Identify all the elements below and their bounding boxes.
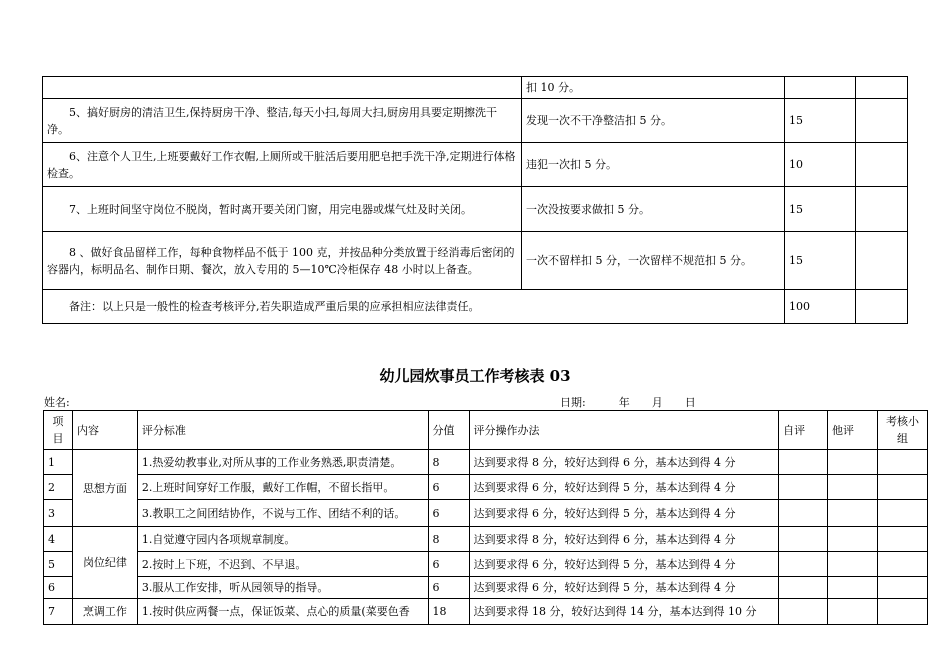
method-cell: 一次没按要求做扣 5 分。 [522, 187, 785, 232]
header-row [44, 411, 928, 450]
score-cell: 15 [785, 232, 856, 290]
self-cell[interactable] [779, 500, 828, 527]
date-label: 日期: 年 月 日 [560, 396, 696, 409]
score-cell: 6 [428, 475, 469, 500]
table-row [43, 187, 908, 232]
other-cell[interactable] [828, 552, 878, 577]
method-cell: 扣 10 分。 [522, 77, 785, 99]
item-no: 1 [44, 450, 73, 475]
table-row [43, 232, 908, 290]
score-cell: 10 [785, 143, 856, 187]
other-cell[interactable] [828, 577, 878, 599]
score-cell: 8 [428, 527, 469, 552]
score-cell: 6 [428, 577, 469, 599]
score-cell: 6 [428, 500, 469, 527]
content-cell: 6、注意个人卫生,上班要戴好工作衣帽,上厕所或干脏活后要用肥皂把手洗干净,定期进行体格检查。 [43, 143, 522, 187]
self-cell[interactable] [779, 527, 828, 552]
score-cell: 8 [428, 450, 469, 475]
standard-cell: 3.服从工作安排，听从园领导的指导。 [137, 577, 428, 599]
item-no: 6 [44, 577, 73, 599]
method-cell: 达到要求得 6 分，较好达到得 5 分，基本达到得 4 分 [469, 475, 779, 500]
content-cell: 7、上班时间坚守岗位不脱岗，暂时离开要关闭门窗，用完电器或煤气灶及时关闭。 [43, 187, 522, 232]
group-cell[interactable] [878, 599, 928, 625]
note-score-cell: 100 [785, 290, 856, 324]
group-cell[interactable] [878, 527, 928, 552]
score-cell [785, 77, 856, 99]
table-row [43, 143, 908, 187]
content-cell [43, 77, 522, 99]
method-cell: 达到要求得 6 分，较好达到得 5 分，基本达到得 4 分 [469, 500, 779, 527]
method-cell: 达到要求得 18 分，较好达到得 14 分，基本达到得 10 分 [469, 599, 779, 625]
name-label: 姓名: [44, 396, 70, 409]
item-no: 7 [44, 599, 73, 625]
header-score: 分值 [428, 411, 469, 450]
method-cell: 达到要求得 6 分，较好达到得 5 分，基本达到得 4 分 [469, 577, 779, 599]
header-content: 内容 [72, 411, 137, 450]
table-row [44, 450, 928, 475]
item-no: 3 [44, 500, 73, 527]
blank-cell [856, 77, 908, 99]
assessment-table-03 [43, 410, 928, 625]
note-row [43, 290, 908, 324]
header-standard: 评分标准 [137, 411, 428, 450]
header-self: 自评 [779, 411, 828, 450]
other-cell[interactable] [828, 500, 878, 527]
other-cell[interactable] [828, 527, 878, 552]
method-cell: 一次不留样扣 5 分，一次留样不规范扣 5 分。 [522, 232, 785, 290]
table-row [43, 77, 908, 99]
standard-cell: 1.热爱幼教事业,对所从事的工作业务熟悉,职责清楚。 [137, 450, 428, 475]
blank-cell [856, 290, 908, 324]
note-cell: 备注：以上只是一般性的检查考核评分,若失职造成严重后果的应承担相应法律责任。 [43, 290, 785, 324]
standard-cell: 3.教职工之间团结协作，不说与工作、团结不利的话。 [137, 500, 428, 527]
blank-cell [856, 232, 908, 290]
self-cell[interactable] [779, 599, 828, 625]
group-cooking: 烹调工作 [72, 599, 137, 625]
self-cell[interactable] [779, 475, 828, 500]
score-cell: 18 [428, 599, 469, 625]
blank-cell [856, 187, 908, 232]
table-row [44, 527, 928, 552]
item-no: 5 [44, 552, 73, 577]
group-thought: 思想方面 [72, 450, 137, 527]
table-row [43, 99, 908, 143]
method-cell: 违犯一次扣 5 分。 [522, 143, 785, 187]
method-cell: 发现一次不干净整洁扣 5 分。 [522, 99, 785, 143]
header-group: 考核小组 [878, 411, 928, 450]
self-cell[interactable] [779, 450, 828, 475]
other-cell[interactable] [828, 450, 878, 475]
method-cell: 达到要求得 8 分，较好达到得 6 分，基本达到得 4 分 [469, 527, 779, 552]
item-no: 4 [44, 527, 73, 552]
method-cell: 达到要求得 6 分，较好达到得 5 分，基本达到得 4 分 [469, 552, 779, 577]
group-discipline: 岗位纪律 [72, 527, 137, 599]
group-cell[interactable] [878, 577, 928, 599]
group-cell[interactable] [878, 475, 928, 500]
group-cell[interactable] [878, 450, 928, 475]
header-item: 项目 [44, 411, 73, 450]
group-cell[interactable] [878, 500, 928, 527]
blank-cell [856, 143, 908, 187]
standard-cell: 2.上班时间穿好工作服，戴好工作帽，不留长指甲。 [137, 475, 428, 500]
other-cell[interactable] [828, 599, 878, 625]
header-other: 他评 [828, 411, 878, 450]
other-cell[interactable] [828, 475, 878, 500]
table-row [44, 500, 928, 527]
method-cell: 达到要求得 8 分，较好达到得 6 分，基本达到得 4 分 [469, 450, 779, 475]
content-cell: 5、搞好厨房的清洁卫生,保持厨房干净、整洁,每天小扫,每周大扫,厨房用具要定期擦洗干净。 [43, 99, 522, 143]
standard-cell: 2.按时上下班，不迟到、不早退。 [137, 552, 428, 577]
page-title: 幼儿园炊事员工作考核表 03 [379, 367, 571, 385]
header-method: 评分操作办法 [469, 411, 779, 450]
self-cell[interactable] [779, 552, 828, 577]
standard-cell: 1.自觉遵守园内各项规章制度。 [137, 527, 428, 552]
table-row [44, 475, 928, 500]
assessment-table-continued [42, 76, 908, 324]
self-cell[interactable] [779, 577, 828, 599]
score-cell: 15 [785, 187, 856, 232]
group-cell[interactable] [878, 552, 928, 577]
table-row [44, 599, 928, 625]
content-cell: 8 、做好食品留样工作，每种食物样品不低于 100 克，并按品种分类放置于经消毒后密闭的容器内，标明品名、制作日期、餐次，放入专用的 5—10℃冷柜保存 48 小时以上备查。 [43, 232, 522, 290]
blank-cell [856, 99, 908, 143]
score-cell: 6 [428, 552, 469, 577]
score-cell: 15 [785, 99, 856, 143]
item-no: 2 [44, 475, 73, 500]
table-row [44, 552, 928, 577]
table-row [44, 577, 928, 599]
standard-cell: 1.按时供应两餐一点，保证饭菜、点心的质量(菜要色香 [137, 599, 428, 625]
